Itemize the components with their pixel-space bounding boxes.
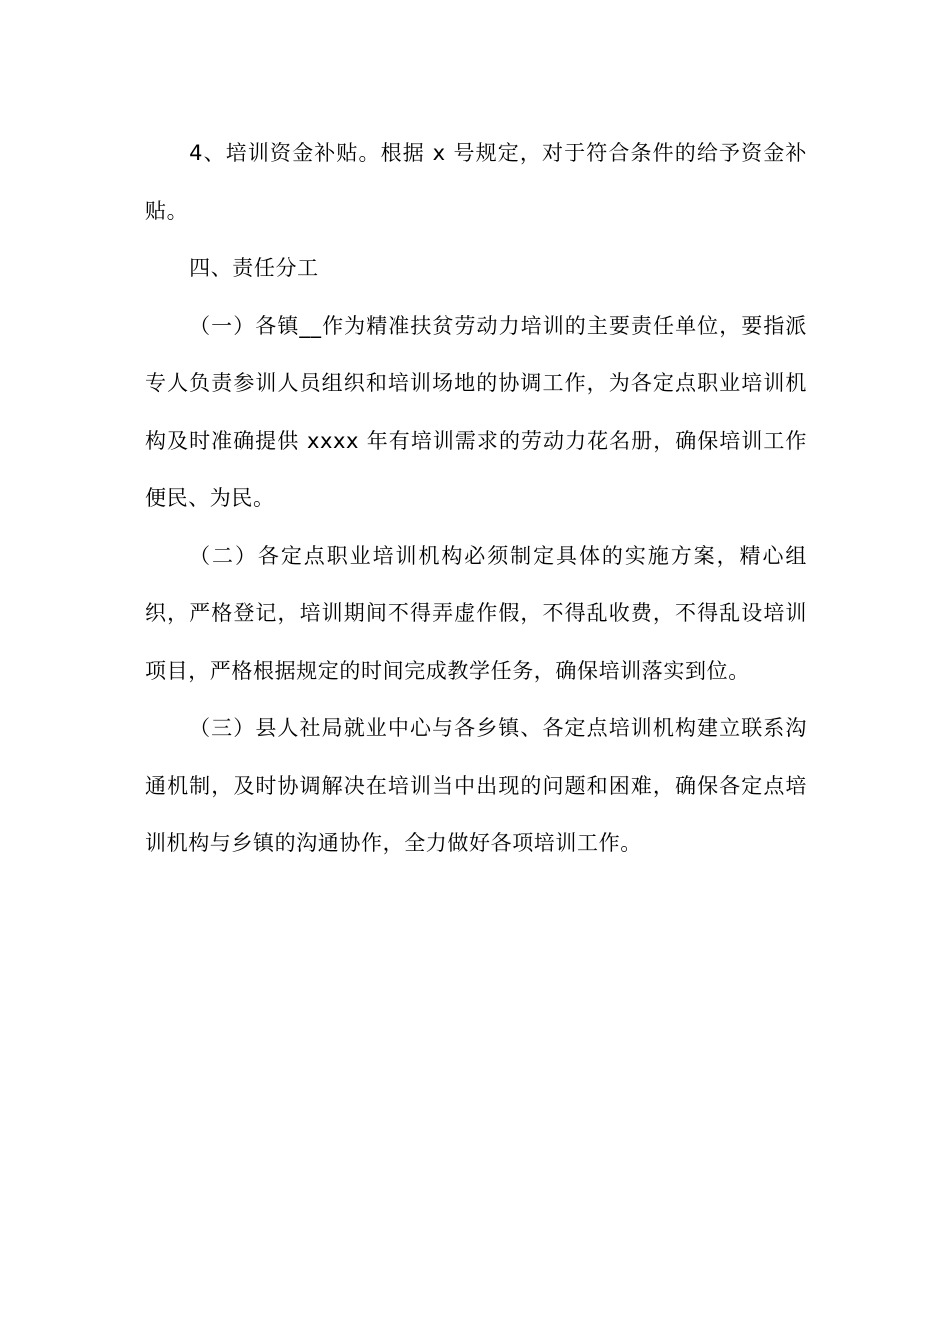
section-heading-responsibilities: 四、责任分工: [189, 256, 319, 280]
document-body: [145, 125, 807, 873]
paragraph-responsibility-3: （三）县人社局就业中心与各乡镇、各定点培训机构建立联系沟通机制，及时协调解决在培训当中出现的问题和困难，确保各定点培训机构与乡镇的沟通协作，全力做好各项培训工作。: [145, 716, 807, 855]
paragraph-responsibility-1: （一）各镇__作为精准扶贫劳动力培训的主要责任单位，要指派专人负责参训人员组织和培训场地的协调工作，为各定点职业培训机构及时准确提供 xxxx 年有培训需求的劳动力花名册，确保培训工作便民、为民。: [145, 313, 807, 510]
paragraph-responsibility-2: （二）各定点职业培训机构必须制定具体的实施方案，精心组织，严格登记，培训期间不得弄虚作假，不得乱收费，不得乱设培训项目，严格根据规定的时间完成教学任务，确保培训落实到位。: [145, 543, 807, 683]
paragraph-training-subsidy: 4、培训资金补贴。根据 x 号规定，对于符合条件的给予资金补贴。: [145, 141, 807, 223]
